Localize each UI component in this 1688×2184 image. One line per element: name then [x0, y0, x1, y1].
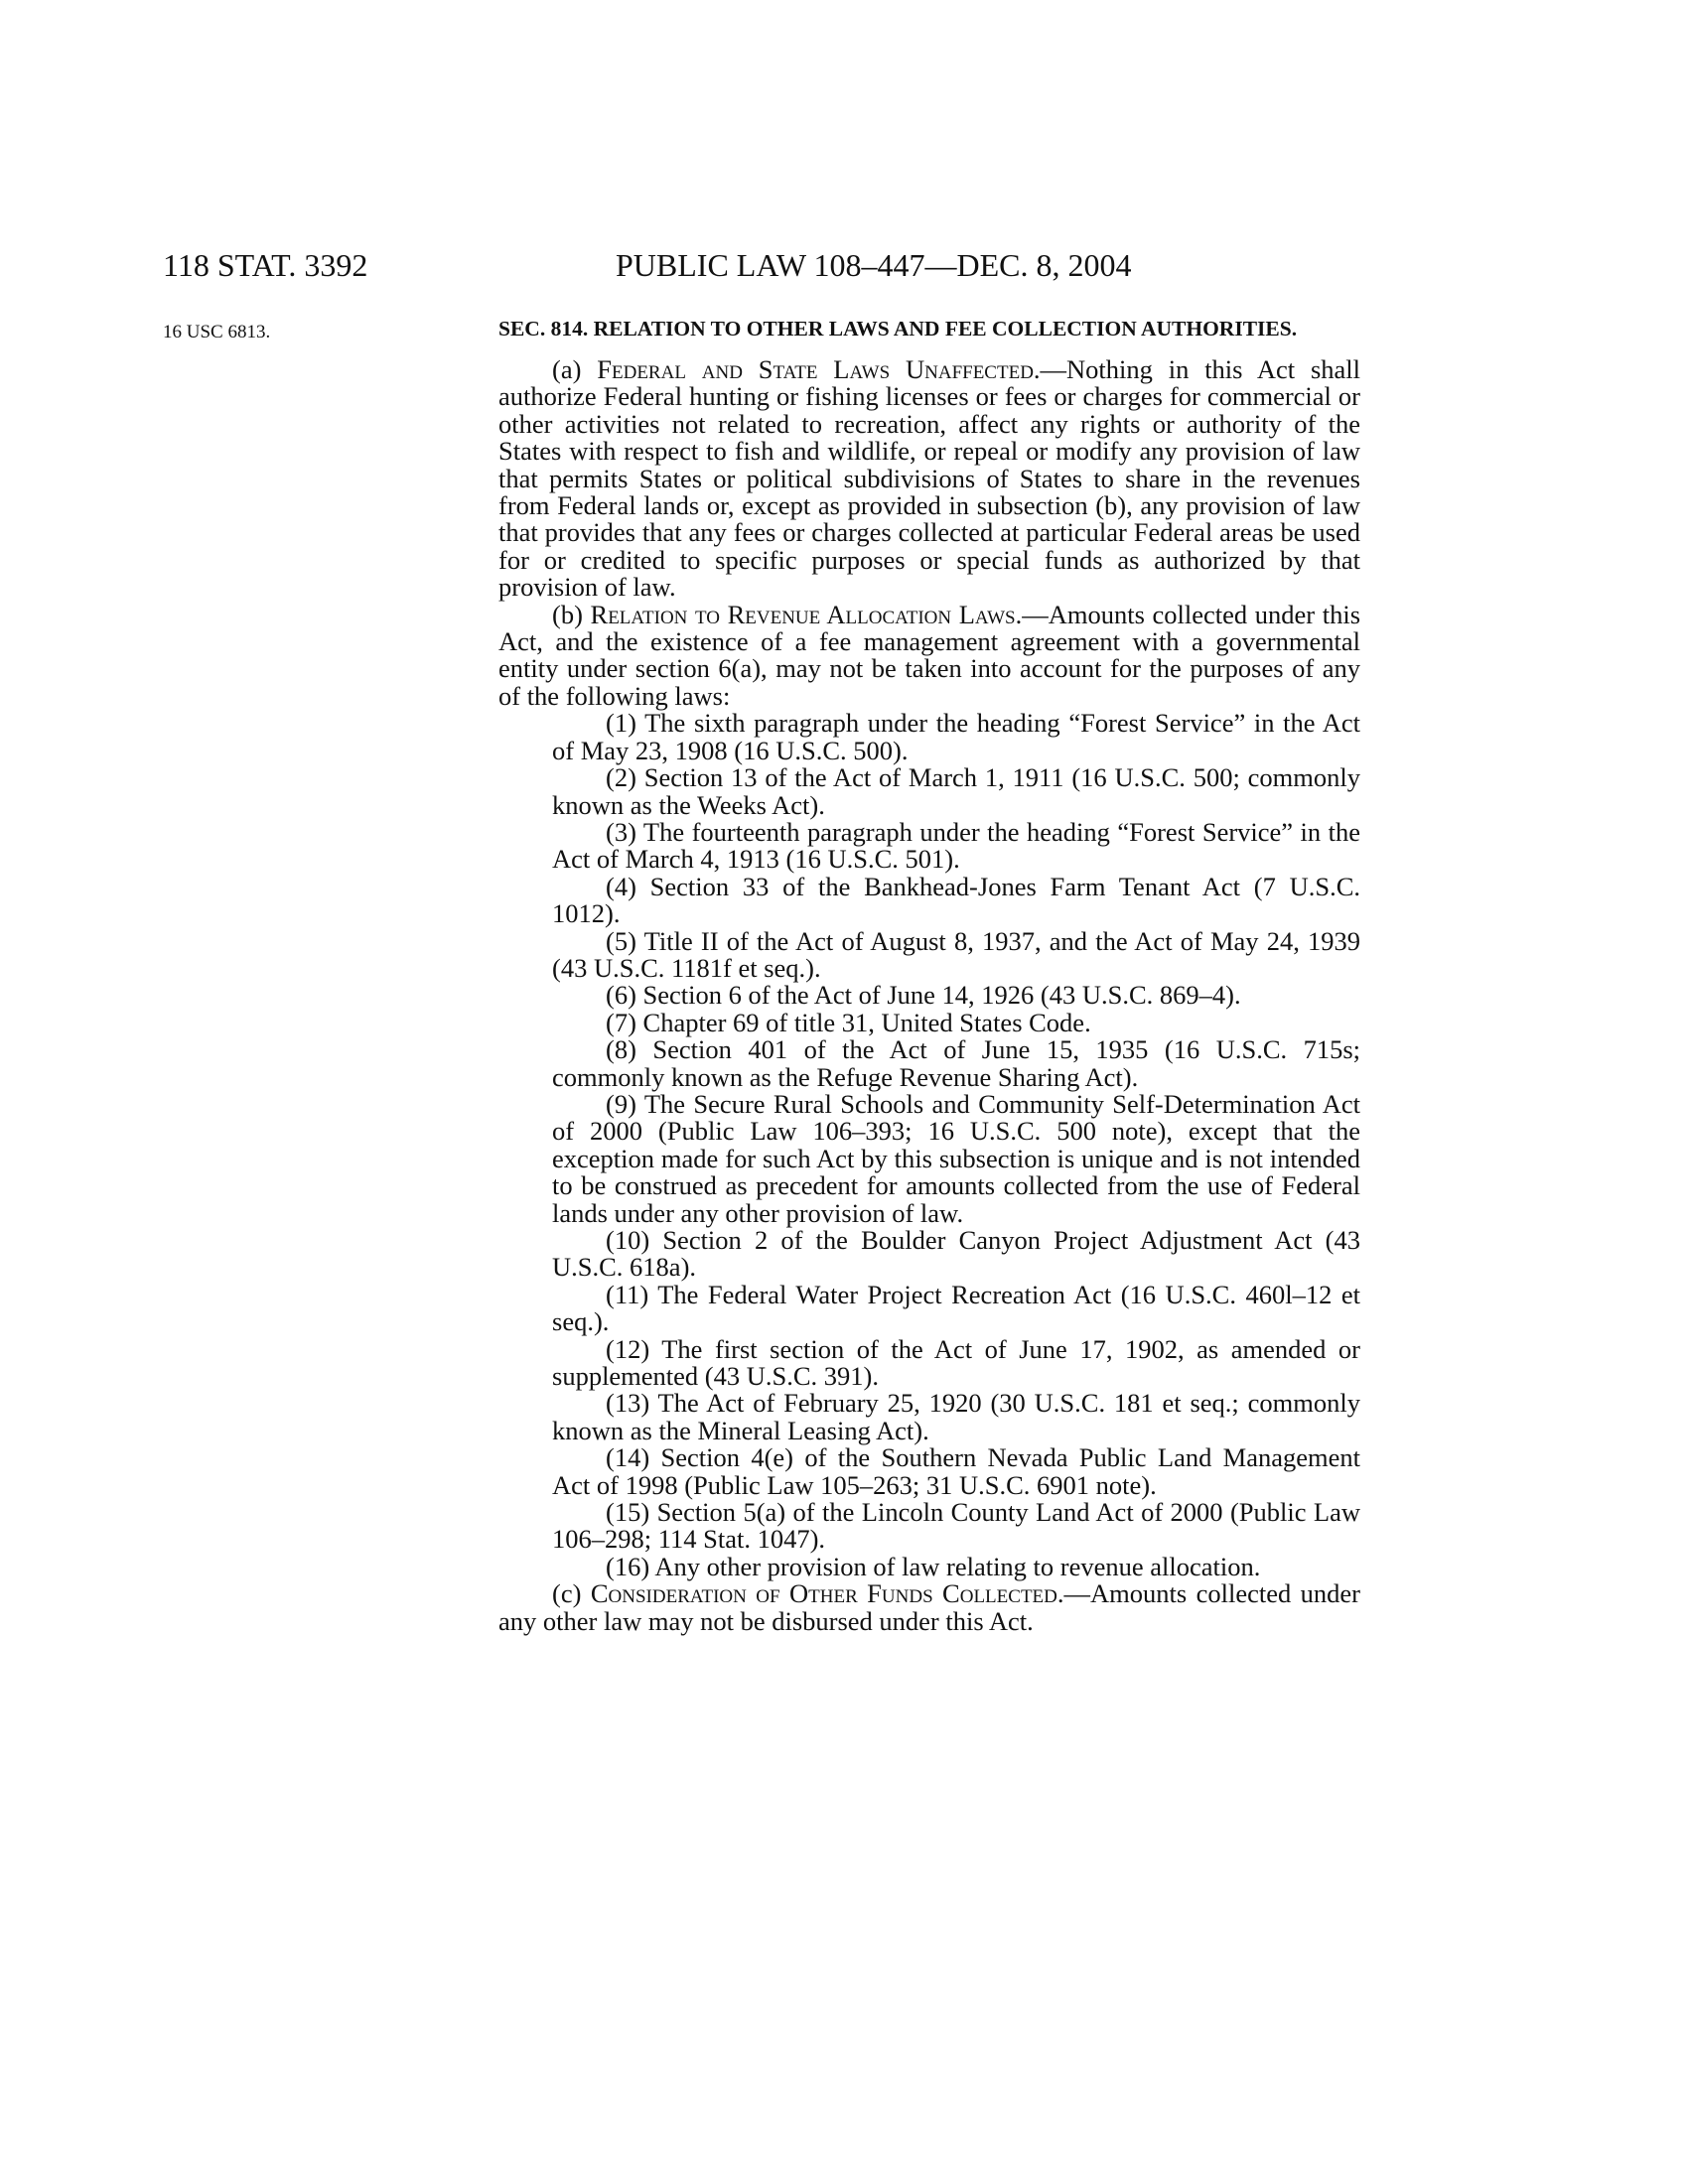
- subsection-c-designator: (c): [552, 1578, 582, 1609]
- subsection-b-designator: (b): [552, 599, 583, 629]
- list-item: (1) The sixth paragraph under the heading “Forest Service” in the Act of May 23, 1908 (16 U.S.C. 500).: [552, 708, 1360, 765]
- list-item: (11) The Federal Water Project Recreation Act (16 U.S.C. 460l–12 et seq.).: [552, 1279, 1361, 1337]
- list-item: (12) The first section of the Act of June 17, 1902, as amended or supplemented (43 U.S.C. 391).: [552, 1333, 1360, 1392]
- subsection-c-heading: Consideration of Other Funds Collected.: [590, 1578, 1064, 1609]
- subsection-a-text: —Nothing in this Act shall authorize Federal hunting or fishing licenses or fees or charges for commercial or other activities not related to recreation, affect any rights or authority of the States with respect to fish and wildlife, or repeal or modify any provision of law that permits States or political subdivisions of States to share in the revenues from Federal lands or, except as provided in subsection (b), any provision of law that provides that any fees or charges collected at particular Federal areas be used for or credited to specific purposes or special funds as authorized by that provision of law.: [498, 354, 1361, 603]
- list-item: (13) The Act of February 25, 1920 (30 U.S.C. 181 et seq.; commonly known as the Mineral Leasing Act).: [552, 1388, 1360, 1445]
- subsection-a-heading: Federal and State Laws Unaffected.: [597, 354, 1041, 384]
- subsection-a: [498, 356, 1360, 602]
- section-number: SEC. 814.: [498, 317, 589, 341]
- list-item: (9) The Secure Rural Schools and Community Self-Determination Act of 2000 (Public Law 106–393; 16 U.S.C. 500 note), except that the exception made for such Act by this subsection is unique and is not intended to be construed as precedent for amounts collected from the use of Federal lands under any other provision of law.: [552, 1088, 1360, 1228]
- list-item: (7) Chapter 69 of title 31, United States Code.: [606, 1007, 1091, 1037]
- public-law-reference: PUBLIC LAW 108–447—DEC. 8, 2004: [616, 247, 1132, 283]
- section-heading: [498, 316, 1360, 342]
- list-item: (16) Any other provision of law relating to revenue allocation.: [606, 1551, 1261, 1581]
- list-item: (6) Section 6 of the Act of June 14, 1926 (43 U.S.C. 869–4).: [606, 980, 1241, 1011]
- stat-reference: 118 STAT. 3392: [163, 247, 368, 283]
- subsection-c: [498, 1580, 1360, 1635]
- section-title: RELATION TO OTHER LAWS AND FEE COLLECTION AUTHORITIES.: [593, 317, 1298, 341]
- list-item: (15) Section 5(a) of the Lincoln County Land Act of 2000 (Public Law 106–298; 114 Stat. 1047).: [552, 1497, 1360, 1555]
- subsection-b-text: —Amounts collected under this Act, and the existence of a fee management agreement with a governmental entity under section 6(a), may not be taken into account for the purposes of any of the following laws:: [498, 599, 1361, 711]
- list-item: (2) Section 13 of the Act of March 1, 1911 (16 U.S.C. 500; commonly known as the Weeks Act).: [552, 762, 1361, 820]
- section-body: [498, 316, 1360, 1635]
- list-item: (8) Section 401 of the Act of June 15, 1935 (16 U.S.C. 715s; commonly known as the Refuge Revenue Sharing Act).: [552, 1034, 1361, 1092]
- subsection-c-text: —Amounts collected under any other law may not be disbursed under this Act.: [498, 1578, 1361, 1636]
- list-item: (4) Section 33 of the Bankhead-Jones Farm Tenant Act (7 U.S.C. 1012).: [552, 871, 1360, 929]
- list-item: (5) Title II of the Act of August 8, 1937, and the Act of May 24, 1939 (43 U.S.C. 1181f et seq.).: [552, 925, 1361, 983]
- subsection-b-heading: Relation to Revenue Allocation Laws.: [590, 599, 1023, 629]
- usc-margin-note: 16 USC 6813.: [163, 322, 271, 342]
- subsection-b: [498, 599, 1361, 711]
- list-item: (14) Section 4(e) of the Southern Nevada Public Land Management Act of 1998 (Public Law 105–263; 31 U.S.C. 6901 note).: [552, 1442, 1361, 1500]
- list-item: (3) The fourteenth paragraph under the heading “Forest Service” in the Act of March 4, 1913 (16 U.S.C. 501).: [552, 816, 1360, 875]
- list-item: (10) Section 2 of the Boulder Canyon Project Adjustment Act (43 U.S.C. 618a).: [552, 1225, 1361, 1283]
- subsection-a-designator: (a): [552, 354, 582, 384]
- law-list: [498, 710, 1360, 1580]
